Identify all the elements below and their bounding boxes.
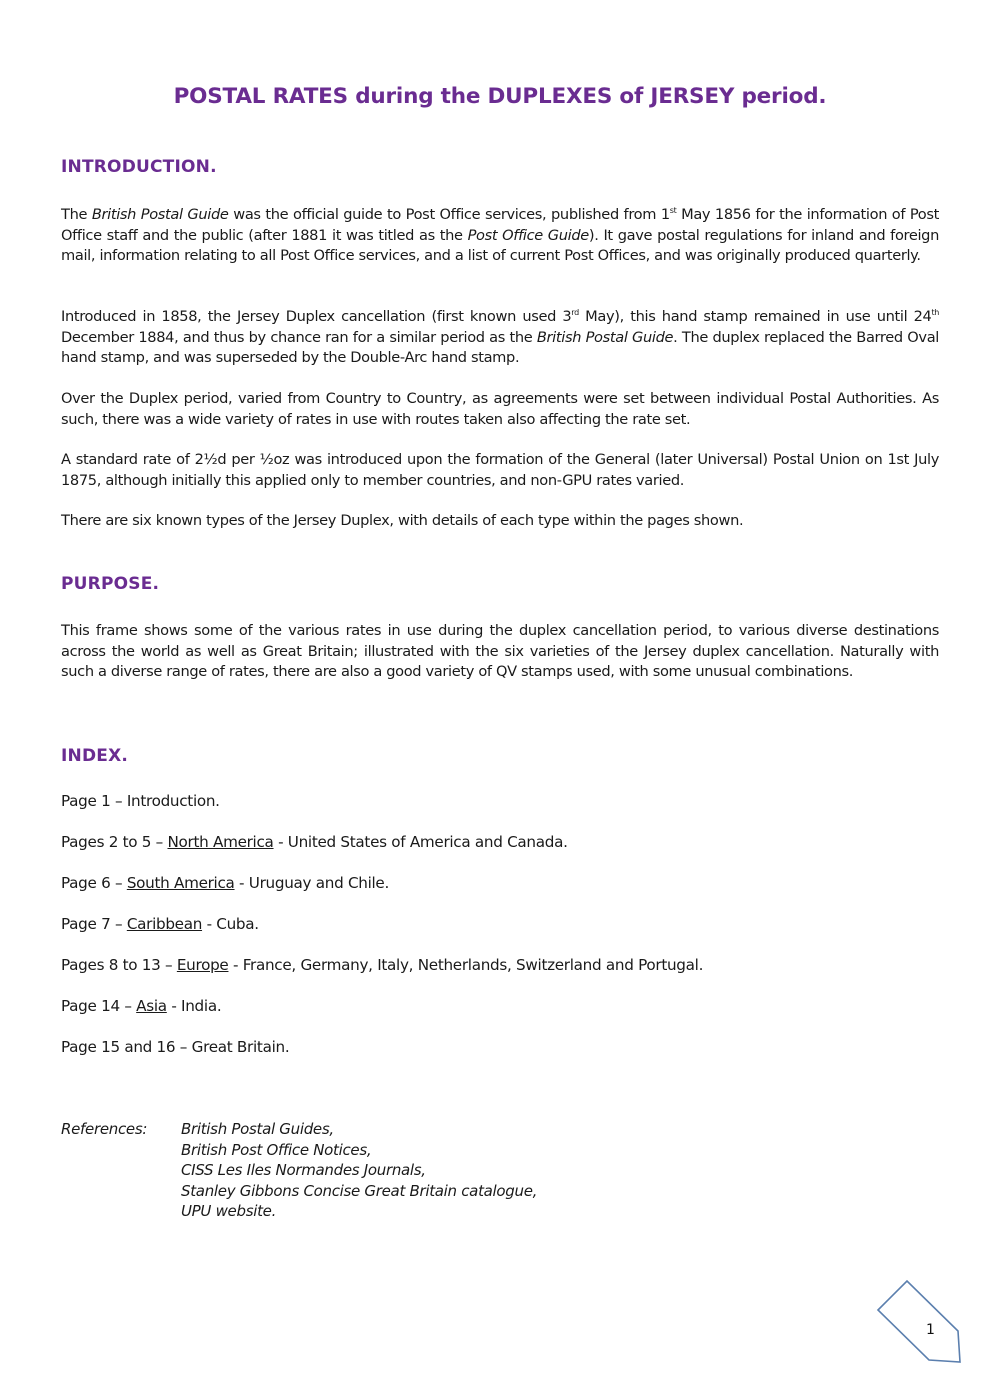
italic-title: British Postal Guide <box>536 328 674 346</box>
text: The <box>61 206 92 223</box>
index-detail: - Uruguay and Chile. <box>234 874 389 892</box>
index-region-link[interactable]: Europe <box>176 956 229 974</box>
introduction-paragraph-5: There are six known types of the Jersey Duplex, with details of each type within the pages shown. <box>61 512 744 529</box>
index-pages: Page 7 – <box>61 915 127 933</box>
index-detail: - Cuba. <box>202 915 259 933</box>
index-item <box>61 956 703 974</box>
ordinal-suffix: st <box>669 206 677 215</box>
index-detail: - India. <box>166 997 222 1015</box>
text: May 1856 for the information of Post Office staff and the public (after 1881 it was titled as the <box>61 206 940 244</box>
index-item <box>61 874 389 892</box>
text: Introduced in 1858, the Jersey Duplex cancellation (first known used 3 <box>61 308 572 325</box>
index-pages: Page 14 – <box>61 997 137 1015</box>
index-item <box>61 1038 289 1056</box>
index-detail: - France, Germany, Italy, Netherlands, Switzerland and Portugal. <box>228 956 704 974</box>
index-item <box>61 792 220 810</box>
document-title: POSTAL RATES during the DUPLEXES of JERSEY period. <box>173 84 827 109</box>
introduction-paragraph-4: A standard rate of 2½d per ½oz was introduced upon the formation of the General (later Universal) Postal Union on 1st July 1875, although initially this applied only to member countries, and non-GPU rates varied. <box>61 451 939 489</box>
index-pages: Pages 8 to 13 – <box>61 956 177 974</box>
reference-item: British Postal Guides, <box>181 1120 334 1138</box>
introduction-paragraph-1 <box>61 205 939 267</box>
text: . The duplex replaced the Barred Oval hand stamp, and was superseded by the Double-Arc hand stamp. <box>61 328 939 366</box>
index-detail: - United States of America and Canada. <box>273 833 568 851</box>
index-region-link[interactable]: Caribbean <box>126 915 203 933</box>
references-label: References: <box>61 1120 148 1138</box>
ordinal-suffix: th <box>931 308 939 317</box>
ordinal-suffix: rd <box>571 308 579 317</box>
italic-title: British Postal Guide <box>91 206 229 223</box>
reference-item: CISS Les Iles Normandes Journals, <box>181 1161 426 1179</box>
index-region-link[interactable]: South America <box>126 874 235 892</box>
index-pages: Pages 2 to 5 – <box>61 833 168 851</box>
index-pages: Page 6 – <box>61 874 127 892</box>
text: was the official guide to Post Office services, published from 1 <box>228 206 670 223</box>
text: ). It gave postal regulations for inland and foreign mail, information relating to all Post Office services, and a list of current Post Offices, and was originally produced quarterly. <box>61 226 939 264</box>
purpose-paragraph: This frame shows some of the various rates in use during the duplex cancellation period, to various diverse destinations across the world as well as Great Britain; illustrated with the six varieties of the Jersey duplex cancellation. Naturally with such a diverse range of rates, there are also a good variety of QV stamps used, with some unusual combinations. <box>61 622 939 680</box>
introduction-paragraph-3: Over the Duplex period, varied from Country to Country, as agreements were set between individual Postal Authorities. As such, there was a wide variety of rates in use with routes taken also affecting the rate set. <box>61 390 939 428</box>
text: December 1884, and thus by chance ran for a similar period as the <box>61 328 537 346</box>
reference-item: British Post Office Notices, <box>181 1140 372 1159</box>
index-region-link[interactable]: North America <box>167 833 274 851</box>
references-list <box>181 1119 537 1222</box>
index-region-link[interactable]: Asia <box>136 997 167 1015</box>
text: May), this hand stamp remained in use until 24 <box>578 308 932 325</box>
introduction-paragraph-2 <box>61 307 939 369</box>
reference-item: UPU website. <box>181 1202 277 1220</box>
reference-item: Stanley Gibbons Concise Great Britain catalogue, <box>181 1181 538 1200</box>
index-item <box>61 915 259 933</box>
page-number-badge-icon <box>870 1275 970 1370</box>
index-item <box>61 997 221 1015</box>
introduction-heading: INTRODUCTION. <box>61 157 217 177</box>
index-pages: Page 15 and 16 – <box>61 1038 192 1056</box>
index-detail: Introduction. <box>126 792 220 810</box>
page-number: 1 <box>926 1322 935 1338</box>
index-heading: INDEX. <box>61 746 129 766</box>
italic-title: Post Office Guide <box>467 226 589 244</box>
index-detail: Great Britain. <box>191 1038 290 1056</box>
index-item <box>61 833 568 851</box>
index-pages: Page 1 – <box>61 792 127 810</box>
purpose-heading: PURPOSE. <box>61 574 160 594</box>
